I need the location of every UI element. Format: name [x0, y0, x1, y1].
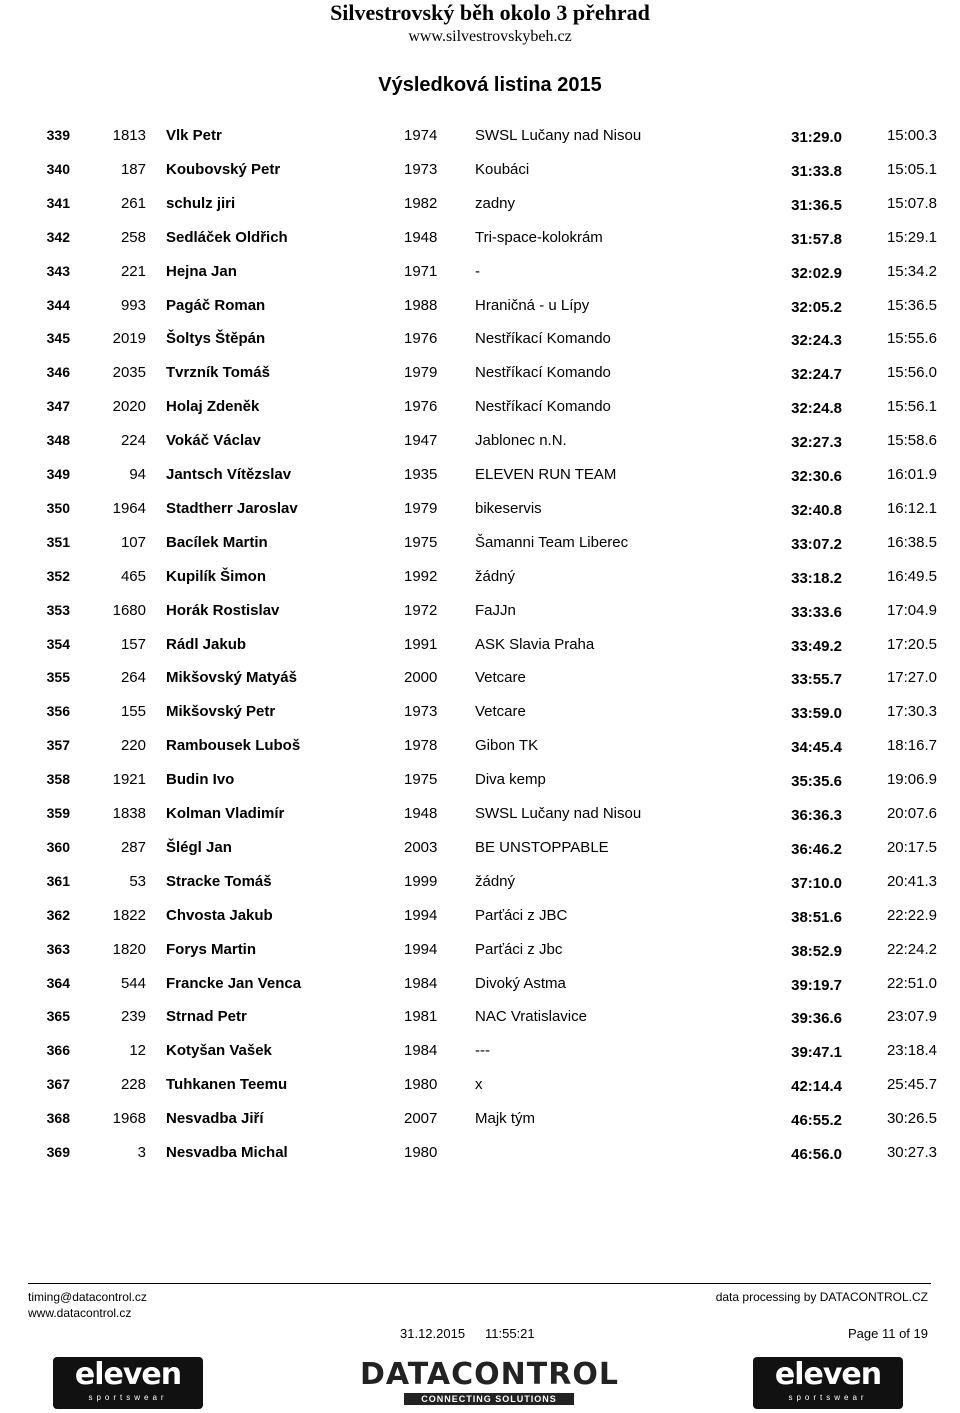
- row-time-loss: 23:18.4: [886, 1042, 937, 1060]
- row-rank: 341: [46, 194, 70, 211]
- row-runner-name: Vokáč Václav: [166, 432, 261, 450]
- row-finish-time: 33:18.2: [791, 569, 842, 587]
- row-birth-year: 1980: [404, 1144, 438, 1161]
- row-runner-name: Rambousek Luboš: [166, 737, 301, 755]
- row-finish-time: 31:33.8: [791, 162, 842, 180]
- row-rank: 354: [46, 635, 70, 652]
- footer-divider: [28, 1283, 931, 1284]
- eleven-logo-left: [53, 1357, 203, 1409]
- table-row: [0, 1076, 960, 1110]
- row-time-loss: 22:22.9: [886, 906, 937, 924]
- row-time-loss: 15:05.1: [886, 160, 937, 178]
- row-birth-year: 1979: [404, 499, 438, 517]
- row-finish-time: 39:36.6: [791, 1010, 842, 1028]
- row-club: žádný: [475, 567, 516, 585]
- row-time-loss: 15:56.0: [886, 364, 937, 382]
- row-birth-year: 1976: [404, 330, 438, 348]
- table-row: [0, 669, 960, 703]
- table-row: [0, 297, 960, 331]
- row-runner-name: schulz jiri: [166, 194, 236, 212]
- row-bib-number: 187: [120, 160, 146, 178]
- row-finish-time: 33:07.2: [791, 535, 842, 553]
- table-row: [0, 636, 960, 670]
- row-time-loss: 19:06.9: [886, 771, 937, 789]
- eleven-logo-right: [753, 1357, 903, 1409]
- row-bib-number: 224: [120, 432, 146, 450]
- row-rank: 368: [46, 1110, 70, 1127]
- row-birth-year: 2000: [404, 669, 438, 687]
- row-time-loss: 17:20.5: [886, 635, 937, 653]
- row-finish-time: 36:46.2: [791, 840, 842, 858]
- row-rank: 343: [46, 262, 70, 279]
- eleven-logo-word: eleven: [774, 1357, 882, 1392]
- row-runner-name: Kolman Vladimír: [166, 805, 285, 822]
- row-club: Hraničná - u Lípy: [475, 296, 590, 314]
- row-runner-name: Sedláček Oldřich: [166, 228, 288, 246]
- row-bib-number: 2020: [112, 398, 146, 416]
- table-row: [0, 873, 960, 907]
- row-time-loss: 20:17.5: [886, 838, 937, 856]
- row-bib-number: 239: [120, 1008, 146, 1026]
- row-club: FaJJn: [475, 601, 516, 619]
- row-runner-name: Šoltys Štěpán: [166, 330, 266, 348]
- footer-website: www.datacontrol.cz: [28, 1306, 132, 1320]
- row-bib-number: 2035: [112, 364, 146, 382]
- row-bib-number: 287: [120, 838, 146, 856]
- row-finish-time: 32:27.3: [791, 434, 842, 452]
- table-row: [0, 466, 960, 500]
- table-row: [0, 1110, 960, 1144]
- row-time-loss: 15:00.3: [886, 127, 937, 144]
- row-finish-time: 31:57.8: [791, 230, 842, 248]
- row-rank: 367: [46, 1076, 70, 1093]
- row-club: Parťáci z Jbc: [475, 940, 563, 958]
- datacontrol-logo-word: DATACONTROL: [360, 1357, 619, 1392]
- row-rank: 357: [46, 737, 70, 754]
- row-club: x: [475, 1076, 483, 1094]
- row-birth-year: 1947: [404, 432, 438, 450]
- row-rank: 361: [46, 872, 70, 889]
- table-row: [0, 975, 960, 1009]
- footer-email: timing@datacontrol.cz: [28, 1290, 147, 1304]
- row-bib-number: 465: [120, 567, 146, 585]
- row-runner-name: Holaj Zdeněk: [166, 398, 260, 416]
- row-bib-number: 221: [120, 262, 146, 280]
- row-bib-number: 53: [129, 872, 146, 890]
- row-bib-number: 3: [137, 1144, 146, 1161]
- row-birth-year: 1971: [404, 262, 438, 280]
- row-birth-year: 1991: [404, 635, 438, 653]
- row-runner-name: Kotyšan Vašek: [166, 1042, 272, 1060]
- row-birth-year: 1975: [404, 771, 438, 789]
- footer-time: 11:55:21: [485, 1326, 535, 1341]
- row-runner-name: Stracke Tomáš: [166, 872, 272, 890]
- row-finish-time: 46:56.0: [791, 1146, 842, 1163]
- row-time-loss: 15:55.6: [886, 330, 937, 348]
- row-club: žádný: [475, 872, 516, 890]
- row-time-loss: 16:01.9: [886, 466, 937, 483]
- row-rank: 339: [46, 127, 70, 143]
- row-time-loss: 15:07.8: [886, 194, 937, 212]
- row-finish-time: 34:45.4: [791, 739, 842, 757]
- row-rank: 363: [46, 940, 70, 957]
- row-finish-time: 38:51.6: [791, 908, 842, 926]
- table-row: [0, 602, 960, 636]
- row-finish-time: 38:52.9: [791, 942, 842, 960]
- row-time-loss: 16:38.5: [886, 533, 937, 551]
- datacontrol-logo-tag: CONNECTING SOLUTIONS: [404, 1393, 574, 1405]
- table-row: [0, 1042, 960, 1076]
- footer-processing-credit: data processing by DATACONTROL.CZ: [715, 1290, 928, 1304]
- row-rank: 359: [46, 805, 70, 821]
- eleven-logo-word: eleven: [74, 1357, 182, 1392]
- table-row: [0, 127, 960, 161]
- table-row: [0, 534, 960, 568]
- row-club: Divoký Astma: [475, 974, 566, 992]
- row-runner-name: Šlégl Jan: [166, 838, 232, 856]
- row-club: BE UNSTOPPABLE: [475, 838, 609, 856]
- row-bib-number: 1838: [112, 805, 146, 822]
- row-birth-year: 1992: [404, 567, 438, 585]
- row-finish-time: 36:36.3: [791, 807, 842, 824]
- row-birth-year: 1948: [404, 805, 438, 822]
- row-birth-year: 1976: [404, 398, 438, 416]
- row-club: zadny: [475, 194, 516, 212]
- table-row: [0, 805, 960, 839]
- row-time-loss: 30:27.3: [886, 1144, 937, 1161]
- row-rank: 353: [46, 601, 70, 618]
- row-club: NAC Vratislavice: [475, 1008, 587, 1026]
- table-row: [0, 568, 960, 602]
- row-time-loss: 17:04.9: [886, 601, 937, 619]
- row-club: ---: [475, 1042, 490, 1060]
- table-row: [0, 263, 960, 297]
- row-rank: 342: [46, 228, 70, 245]
- table-row: [0, 364, 960, 398]
- row-rank: 351: [46, 533, 70, 550]
- row-rank: 345: [46, 330, 70, 347]
- row-finish-time: 32:02.9: [791, 264, 842, 282]
- table-row: [0, 229, 960, 263]
- row-birth-year: 1981: [404, 1008, 438, 1026]
- row-rank: 352: [46, 567, 70, 584]
- row-club: Nestříkací Komando: [475, 398, 611, 416]
- row-bib-number: 264: [120, 669, 146, 687]
- row-bib-number: 1820: [112, 940, 146, 958]
- row-bib-number: 544: [120, 974, 146, 992]
- table-row: [0, 771, 960, 805]
- row-time-loss: 17:30.3: [886, 703, 937, 721]
- row-rank: 360: [46, 838, 70, 855]
- row-time-loss: 23:07.9: [886, 1008, 937, 1026]
- row-club: -: [475, 262, 480, 280]
- footer-page-number: Page 11 of 19: [848, 1326, 928, 1341]
- row-runner-name: Bacílek Martin: [166, 533, 268, 551]
- row-birth-year: 1974: [404, 127, 438, 144]
- row-runner-name: Vlk Petr: [166, 127, 222, 144]
- row-runner-name: Nesvadba Michal: [166, 1144, 288, 1161]
- eleven-logo-tag: sportswear: [788, 1393, 868, 1402]
- table-row: [0, 839, 960, 873]
- row-club: Jablonec n.N.: [475, 432, 567, 450]
- row-runner-name: Koubovský Petr: [166, 160, 281, 178]
- row-bib-number: 258: [120, 228, 146, 246]
- row-rank: 358: [46, 771, 70, 788]
- row-runner-name: Horák Rostislav: [166, 601, 280, 619]
- event-website: www.silvestrovskybeh.cz: [408, 28, 572, 45]
- row-finish-time: 32:24.3: [791, 332, 842, 350]
- row-time-loss: 16:12.1: [886, 499, 937, 517]
- row-club: bikeservis: [475, 499, 542, 517]
- row-finish-time: 33:59.0: [791, 705, 842, 723]
- row-time-loss: 22:24.2: [886, 940, 937, 958]
- row-birth-year: 1948: [404, 228, 438, 246]
- row-runner-name: Hejna Jan: [166, 262, 237, 280]
- row-time-loss: 22:51.0: [886, 974, 937, 992]
- row-birth-year: 1994: [404, 906, 438, 924]
- row-rank: 350: [46, 499, 70, 516]
- row-runner-name: Pagáč Roman: [166, 296, 266, 314]
- row-birth-year: 2003: [404, 838, 438, 856]
- row-finish-time: 32:05.2: [791, 298, 842, 316]
- row-bib-number: 1822: [112, 906, 146, 924]
- row-club: Koubáci: [475, 160, 530, 178]
- row-bib-number: 1813: [112, 127, 146, 144]
- row-finish-time: 32:30.6: [791, 468, 842, 485]
- row-rank: 346: [46, 364, 70, 381]
- row-club: Šamanni Team Liberec: [475, 533, 629, 551]
- row-time-loss: 15:56.1: [886, 398, 937, 416]
- row-birth-year: 1988: [404, 296, 438, 314]
- row-finish-time: 46:55.2: [791, 1112, 842, 1130]
- row-runner-name: Tuhkanen Teemu: [166, 1076, 288, 1094]
- row-finish-time: 33:49.2: [791, 637, 842, 655]
- row-bib-number: 1964: [112, 499, 146, 517]
- row-runner-name: Rádl Jakub: [166, 635, 247, 653]
- row-birth-year: 1973: [404, 160, 438, 178]
- row-rank: 340: [46, 160, 70, 177]
- row-bib-number: 2019: [112, 330, 146, 348]
- row-club: SWSL Lučany nad Nisou: [475, 127, 642, 144]
- row-runner-name: Jantsch Vítězslav: [166, 466, 292, 483]
- row-time-loss: 16:49.5: [886, 567, 937, 585]
- row-birth-year: 1999: [404, 872, 438, 890]
- row-runner-name: Nesvadba Jiří: [166, 1110, 264, 1128]
- table-row: [0, 161, 960, 195]
- row-runner-name: Stadtherr Jaroslav: [166, 499, 298, 517]
- row-club: Nestříkací Komando: [475, 330, 611, 348]
- row-runner-name: Strnad Petr: [166, 1008, 247, 1026]
- row-birth-year: 1975: [404, 533, 438, 551]
- row-finish-time: 32:24.8: [791, 400, 842, 418]
- table-row: [0, 737, 960, 771]
- row-runner-name: Tvrzník Tomáš: [166, 364, 270, 382]
- row-time-loss: 15:36.5: [886, 296, 937, 314]
- row-runner-name: Mikšovský Petr: [166, 703, 276, 721]
- row-bib-number: 993: [120, 296, 146, 314]
- row-birth-year: 1972: [404, 601, 438, 619]
- row-bib-number: 155: [120, 703, 146, 721]
- row-bib-number: 220: [120, 737, 146, 755]
- row-club: Nestříkací Komando: [475, 364, 611, 382]
- row-runner-name: Forys Martin: [166, 940, 257, 958]
- row-club: SWSL Lučany nad Nisou: [475, 805, 642, 822]
- table-row: [0, 1008, 960, 1042]
- row-finish-time: 42:14.4: [791, 1078, 842, 1096]
- row-runner-name: Mikšovský Matyáš: [166, 669, 297, 687]
- row-club: Tri-space-kolokrám: [475, 228, 603, 246]
- row-rank: 365: [46, 1008, 70, 1025]
- row-runner-name: Chvosta Jakub: [166, 906, 273, 924]
- row-finish-time: 37:10.0: [791, 874, 842, 892]
- row-rank: 362: [46, 906, 70, 923]
- row-time-loss: 15:58.6: [886, 432, 937, 450]
- row-finish-time: 35:35.6: [791, 773, 842, 791]
- row-rank: 355: [46, 669, 70, 686]
- table-row: [0, 330, 960, 364]
- row-rank: 349: [46, 466, 70, 482]
- row-finish-time: 33:55.7: [791, 671, 842, 689]
- table-row: [0, 500, 960, 534]
- row-finish-time: 33:33.6: [791, 603, 842, 621]
- row-birth-year: 1935: [404, 466, 438, 483]
- row-runner-name: Budin Ivo: [166, 771, 235, 789]
- row-rank: 347: [46, 398, 70, 415]
- table-row: [0, 1144, 960, 1178]
- row-rank: 344: [46, 296, 70, 313]
- row-bib-number: 107: [120, 533, 146, 551]
- row-club: Diva kemp: [475, 771, 546, 789]
- row-finish-time: 39:19.7: [791, 976, 842, 994]
- table-row: [0, 907, 960, 941]
- row-club: Parťáci z JBC: [475, 906, 568, 924]
- table-row: [0, 398, 960, 432]
- table-row: [0, 703, 960, 737]
- row-bib-number: 157: [120, 635, 146, 653]
- row-time-loss: 30:26.5: [886, 1110, 937, 1128]
- row-time-loss: 15:34.2: [886, 262, 937, 280]
- row-birth-year: 1984: [404, 1042, 438, 1060]
- table-row: [0, 432, 960, 466]
- row-time-loss: 20:07.6: [886, 805, 937, 822]
- results-subtitle: Výsledková listina 2015: [378, 74, 602, 96]
- datacontrol-logo: [360, 1359, 618, 1405]
- row-rank: 366: [46, 1042, 70, 1059]
- row-club: ASK Slavia Praha: [475, 635, 595, 653]
- row-club: Majk tým: [475, 1110, 535, 1128]
- row-time-loss: 25:45.7: [886, 1076, 937, 1094]
- row-finish-time: 31:36.5: [791, 196, 842, 214]
- row-bib-number: 228: [120, 1076, 146, 1094]
- row-club: Vetcare: [475, 703, 526, 721]
- row-bib-number: 1921: [112, 771, 146, 789]
- table-row: [0, 941, 960, 975]
- row-bib-number: 1968: [112, 1110, 146, 1128]
- row-finish-time: 32:24.7: [791, 366, 842, 384]
- row-club: ELEVEN RUN TEAM: [475, 466, 617, 483]
- footer-date: 31.12.2015: [400, 1326, 466, 1341]
- row-birth-year: 1978: [404, 737, 438, 755]
- row-time-loss: 20:41.3: [886, 872, 937, 890]
- row-birth-year: 2007: [404, 1110, 438, 1128]
- row-bib-number: 261: [120, 194, 146, 212]
- row-bib-number: 94: [129, 466, 146, 483]
- row-bib-number: 12: [129, 1042, 146, 1060]
- row-finish-time: 39:47.1: [791, 1044, 842, 1062]
- row-runner-name: Kupilík Šimon: [166, 567, 267, 585]
- table-row: [0, 195, 960, 229]
- row-rank: 348: [46, 432, 70, 449]
- row-bib-number: 1680: [112, 601, 146, 619]
- row-time-loss: 18:16.7: [886, 737, 937, 755]
- row-time-loss: 17:27.0: [886, 669, 937, 687]
- row-finish-time: 32:40.8: [791, 501, 842, 519]
- row-club: Vetcare: [475, 669, 526, 687]
- row-birth-year: 1973: [404, 703, 438, 721]
- page-title: Silvestrovský běh okolo 3 přehrad: [330, 0, 650, 25]
- row-rank: 356: [46, 703, 70, 720]
- row-birth-year: 1984: [404, 974, 438, 992]
- row-birth-year: 1979: [404, 364, 438, 382]
- row-runner-name: Francke Jan Venca: [166, 974, 302, 992]
- row-birth-year: 1994: [404, 940, 438, 958]
- row-time-loss: 15:29.1: [886, 228, 937, 246]
- eleven-logo-tag: sportswear: [88, 1393, 168, 1402]
- row-finish-time: 31:29.0: [791, 129, 842, 146]
- row-birth-year: 1980: [404, 1076, 438, 1094]
- row-club: Gibon TK: [475, 737, 539, 755]
- row-birth-year: 1982: [404, 194, 438, 212]
- row-rank: 364: [46, 974, 70, 991]
- row-rank: 369: [46, 1144, 70, 1160]
